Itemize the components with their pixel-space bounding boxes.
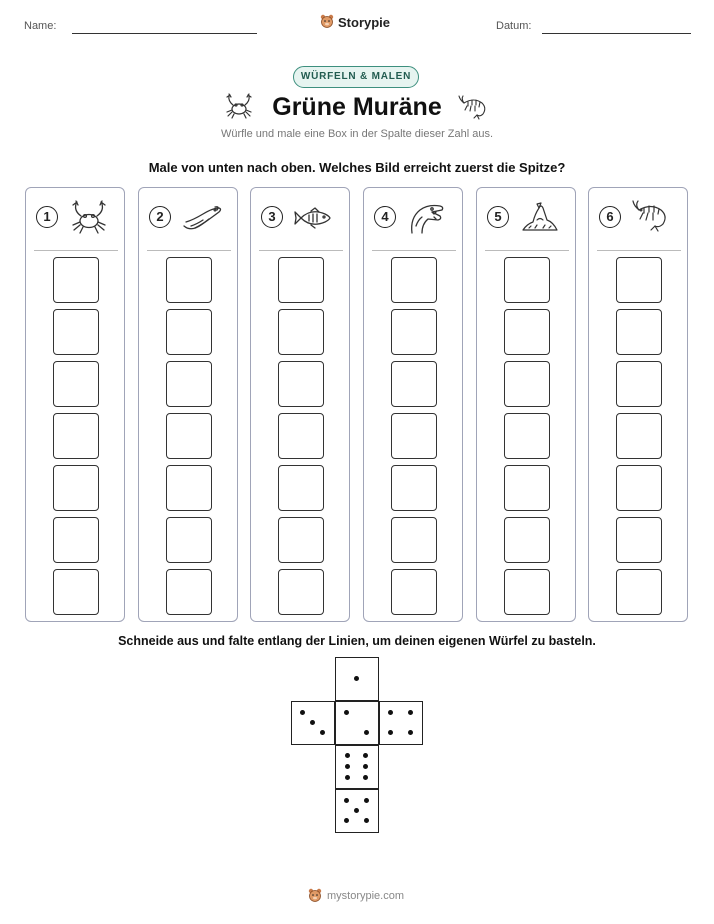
- brand-logo: [320, 13, 400, 31]
- pip: [344, 818, 349, 823]
- color-box[interactable]: [166, 413, 212, 459]
- pip: [388, 730, 393, 735]
- color-box[interactable]: [278, 569, 324, 615]
- color-box[interactable]: [391, 257, 437, 303]
- color-box[interactable]: [278, 465, 324, 511]
- color-box[interactable]: [391, 309, 437, 355]
- subtitle: Würfle und male eine Box in der Spalte dieser Zahl aus.: [220, 128, 494, 140]
- pip: [345, 775, 350, 780]
- color-box[interactable]: [166, 257, 212, 303]
- name-label: Name:: [24, 20, 57, 32]
- pip: [345, 753, 350, 758]
- color-box[interactable]: [391, 413, 437, 459]
- pip: [320, 730, 325, 735]
- column-divider: [34, 250, 118, 251]
- color-box[interactable]: [504, 309, 550, 355]
- color-box[interactable]: [278, 309, 324, 355]
- color-box[interactable]: [53, 309, 99, 355]
- category-badge: WÜRFELN & MALEN: [293, 66, 419, 88]
- color-box[interactable]: [53, 257, 99, 303]
- die-face-4: [379, 701, 423, 745]
- color-box[interactable]: [278, 517, 324, 563]
- pip: [388, 710, 393, 715]
- brand-name: Storypie: [338, 14, 391, 30]
- color-box[interactable]: [391, 517, 437, 563]
- color-box[interactable]: [616, 257, 662, 303]
- color-box[interactable]: [278, 413, 324, 459]
- color-box[interactable]: [504, 569, 550, 615]
- color-box[interactable]: [504, 413, 550, 459]
- pip: [363, 775, 368, 780]
- color-box[interactable]: [278, 361, 324, 407]
- color-box[interactable]: [53, 517, 99, 563]
- column-number: 3: [261, 206, 283, 228]
- color-box[interactable]: [616, 309, 662, 355]
- color-box[interactable]: [504, 257, 550, 303]
- shrimp-icon: [631, 200, 673, 236]
- color-box[interactable]: [166, 465, 212, 511]
- pip: [408, 710, 413, 715]
- color-box[interactable]: [53, 569, 99, 615]
- color-box[interactable]: [391, 361, 437, 407]
- color-box[interactable]: [616, 413, 662, 459]
- pip: [300, 710, 305, 715]
- column-6: [588, 187, 688, 622]
- column-divider: [147, 250, 231, 251]
- color-box[interactable]: [166, 517, 212, 563]
- die-face-1: [335, 657, 379, 701]
- pip: [354, 808, 359, 813]
- fish-icon: [293, 200, 335, 236]
- color-box[interactable]: [166, 309, 212, 355]
- column-number: 5: [487, 206, 509, 228]
- shrimp-icon: [458, 95, 490, 121]
- name-line[interactable]: [72, 33, 257, 34]
- die-face-3: [291, 701, 335, 745]
- die-face-5: [335, 789, 379, 833]
- footer-url[interactable]: mystorypie.com: [327, 890, 405, 902]
- page-title: Grüne Muräne: [272, 93, 442, 121]
- color-box[interactable]: [166, 569, 212, 615]
- column-number: 2: [149, 206, 171, 228]
- coral-icon: [519, 200, 561, 236]
- color-box[interactable]: [391, 569, 437, 615]
- pip: [345, 764, 350, 769]
- color-box[interactable]: [504, 517, 550, 563]
- date-label: Datum:: [496, 20, 532, 32]
- pip: [408, 730, 413, 735]
- column-3: [250, 187, 350, 622]
- pip: [364, 730, 369, 735]
- column-2: [138, 187, 238, 622]
- color-box[interactable]: [616, 361, 662, 407]
- pip: [354, 676, 359, 681]
- color-box[interactable]: [616, 465, 662, 511]
- column-number: 1: [36, 206, 58, 228]
- footer: [308, 887, 418, 905]
- color-box[interactable]: [53, 413, 99, 459]
- column-1: [25, 187, 125, 622]
- pip: [364, 818, 369, 823]
- date-line[interactable]: [542, 33, 691, 34]
- color-box[interactable]: [53, 465, 99, 511]
- column-number: 4: [374, 206, 396, 228]
- column-5: [476, 187, 576, 622]
- die-face-2: [335, 701, 379, 745]
- color-box[interactable]: [278, 257, 324, 303]
- color-box[interactable]: [391, 465, 437, 511]
- pip: [310, 720, 315, 725]
- column-4: [363, 187, 463, 622]
- color-box[interactable]: [53, 361, 99, 407]
- bear-icon: [320, 14, 334, 30]
- cut-instruction: Schneide aus und falte entlang der Linien, um deinen eigenen Würfel zu basteln.: [118, 634, 596, 648]
- column-divider: [372, 250, 456, 251]
- color-box[interactable]: [166, 361, 212, 407]
- pip: [363, 753, 368, 758]
- pip: [344, 798, 349, 803]
- column-divider: [485, 250, 569, 251]
- eel-head-icon: [406, 200, 448, 236]
- color-box[interactable]: [504, 361, 550, 407]
- moray-eel-icon: [181, 200, 223, 236]
- pip: [364, 798, 369, 803]
- column-number: 6: [599, 206, 621, 228]
- color-box[interactable]: [616, 517, 662, 563]
- die-face-6: [335, 745, 379, 789]
- crab-icon: [68, 200, 110, 236]
- column-divider: [597, 250, 681, 251]
- bear-icon: [308, 888, 322, 904]
- column-divider: [259, 250, 343, 251]
- game-instruction: Male von unten nach oben. Welches Bild erreicht zuerst die Spitze?: [148, 160, 566, 175]
- color-box[interactable]: [616, 569, 662, 615]
- pip: [344, 710, 349, 715]
- color-box[interactable]: [504, 465, 550, 511]
- pip: [363, 764, 368, 769]
